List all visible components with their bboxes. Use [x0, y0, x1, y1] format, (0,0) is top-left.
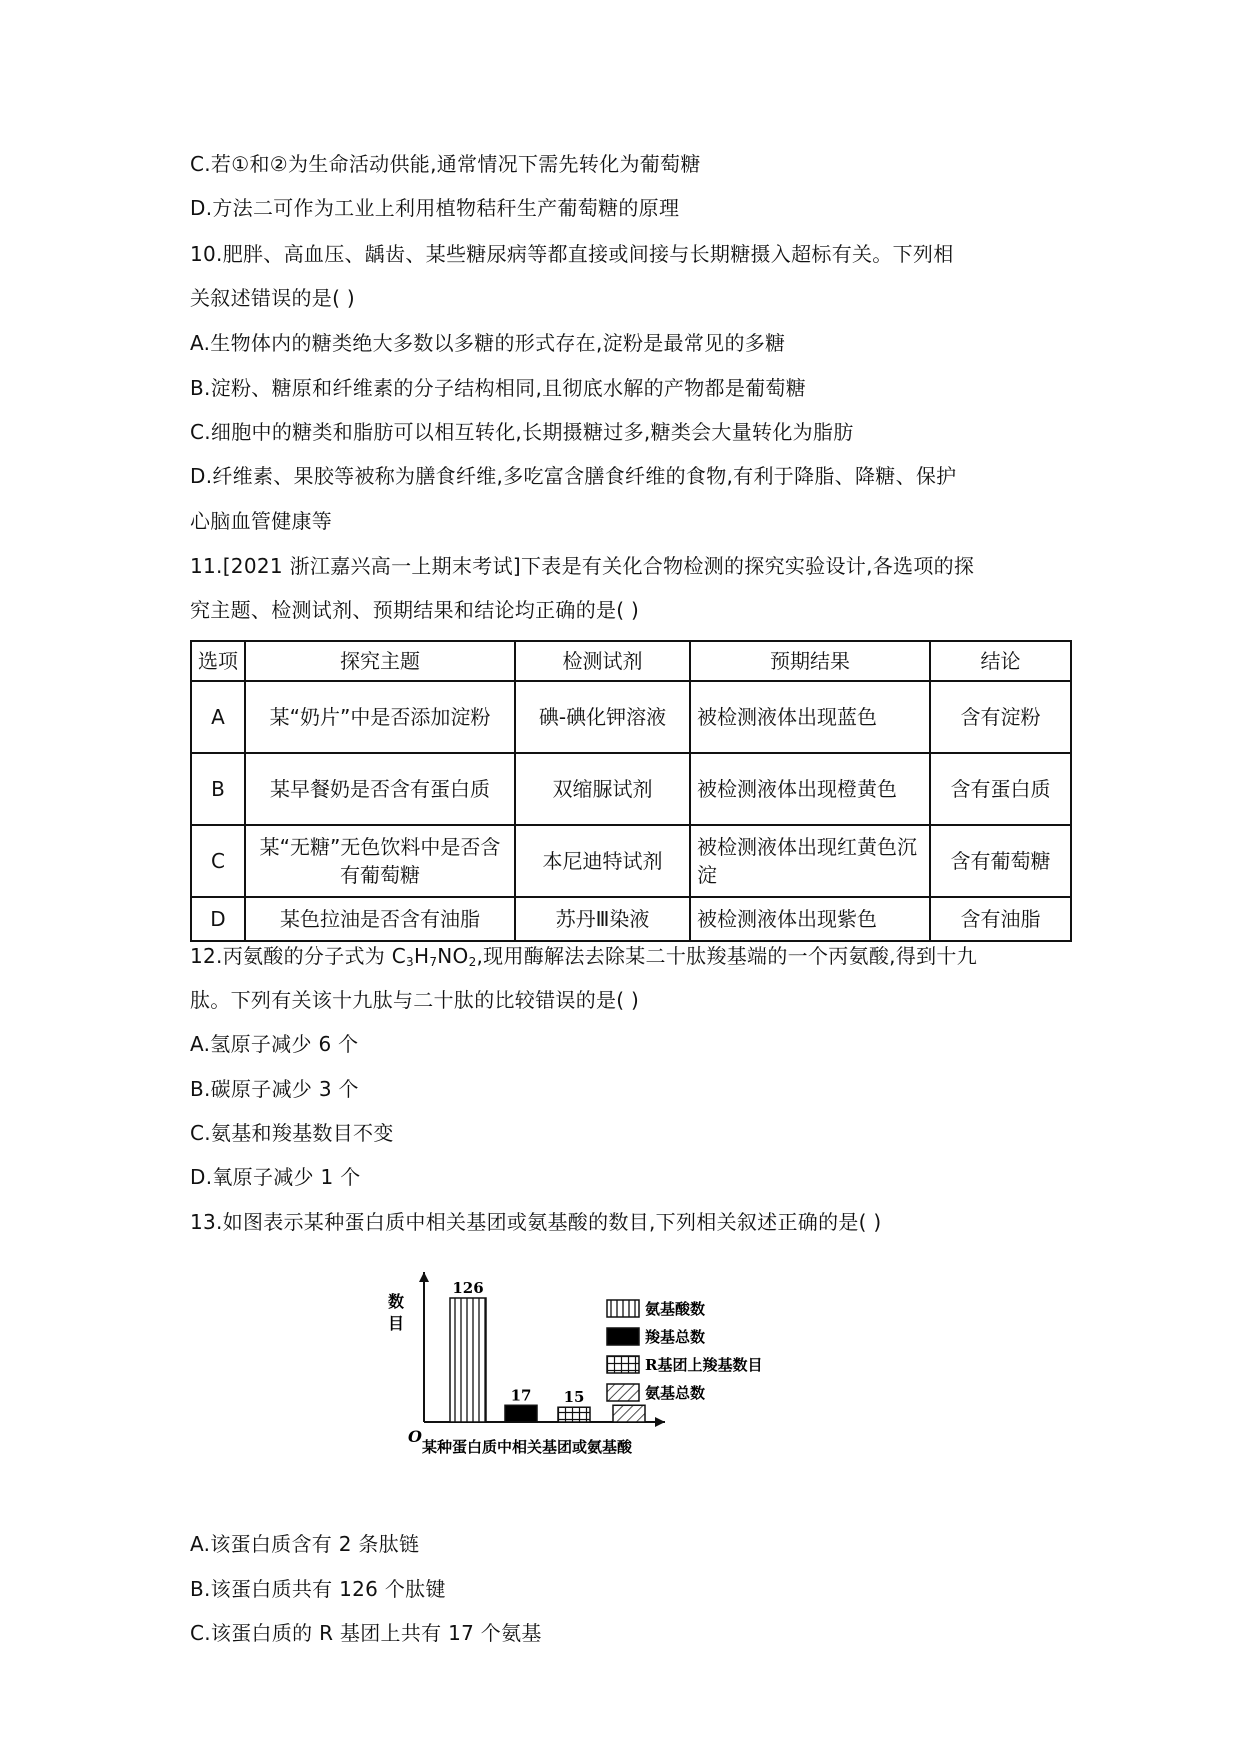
chart-legend	[607, 1300, 762, 1402]
q10-option-a: A.生物体内的糖类绝大多数以多糖的形式存在,淀粉是最常见的多糖	[190, 331, 786, 355]
table-cell-topic: 某“奶片”中是否添加淀粉	[245, 681, 515, 753]
legend-swatch	[607, 1328, 639, 1345]
table-cell-option: C	[191, 825, 245, 897]
q12-stem-line1	[190, 942, 977, 976]
table-header-row	[191, 641, 1071, 681]
q10-stem-line1: 10.肥胖、高血压、龋齿、某些糖尿病等都直接或间接与长期糖摄入超标有关。下列相	[190, 242, 954, 266]
q12-option-a: A.氢原子减少 6 个	[190, 1032, 359, 1056]
q11-stem-line2: 究主题、检测试剂、预期结果和结论均正确的是( )	[190, 598, 640, 622]
table-row	[191, 681, 1071, 753]
bar-chart-svg	[380, 1262, 860, 1472]
table-cell-conclusion: 含有蛋白质	[930, 753, 1071, 825]
q13-option-a: A.该蛋白质含有 2 条肽链	[190, 1532, 420, 1556]
q10-option-b: B.淀粉、糖原和纤维素的分子结构相同,且彻底水解的产物都是葡萄糖	[190, 376, 807, 400]
formula-subscript: 3	[406, 955, 414, 969]
legend-label: 氨基酸数	[645, 1300, 706, 1318]
bar	[505, 1405, 537, 1422]
legend-label: R基团上羧基数目	[645, 1356, 763, 1374]
legend-swatch	[607, 1384, 639, 1401]
table-cell-option: A	[191, 681, 245, 753]
q12-stem-line2: 肽。下列有关该十九肽与二十肽的比较错误的是( )	[190, 988, 640, 1012]
table-cell-result: 被检测液体出现橙黄色	[690, 753, 930, 825]
q11-table	[190, 640, 1072, 942]
q13-option-c: C.该蛋白质的 R 基团上共有 17 个氨基	[190, 1621, 542, 1645]
origin-label: O	[408, 1427, 422, 1446]
bar-value-label: 126	[452, 1279, 484, 1297]
bar	[450, 1298, 486, 1422]
table-cell-reagent: 苏丹Ⅲ染液	[515, 897, 690, 941]
table-row	[191, 897, 1071, 941]
q12-option-b: B.碳原子减少 3 个	[190, 1077, 359, 1101]
table-header-cell: 预期结果	[690, 641, 930, 681]
table-cell-conclusion: 含有葡萄糖	[930, 825, 1071, 897]
table-cell-topic: 某早餐奶是否含有蛋白质	[245, 753, 515, 825]
y-axis-label: 数	[387, 1292, 405, 1311]
formula-element: H	[413, 944, 430, 968]
table-cell-result: 被检测液体出现紫色	[690, 897, 930, 941]
table-cell-reagent: 本尼迪特试剂	[515, 825, 690, 897]
table-row	[191, 753, 1071, 825]
table-header-cell: 检测试剂	[515, 641, 690, 681]
table-cell-option: D	[191, 897, 245, 941]
x-axis-arrow	[655, 1417, 665, 1427]
table-header-cell: 探究主题	[245, 641, 515, 681]
bar-value-label: 15	[563, 1388, 585, 1407]
table-cell-reagent: 双缩脲试剂	[515, 753, 690, 825]
q12-option-c: C.氨基和羧基数目不变	[190, 1121, 394, 1145]
q12-option-d: D.氧原子减少 1 个	[190, 1165, 361, 1189]
table-header-cell: 结论	[930, 641, 1071, 681]
q10-option-c: C.细胞中的糖类和脂肪可以相互转化,长期摄糖过多,糖类会大量转化为脂肪	[190, 420, 854, 444]
table-cell-conclusion: 含有油脂	[930, 897, 1071, 941]
legend-swatch	[607, 1300, 639, 1317]
legend-label: 羧基总数	[645, 1328, 706, 1346]
bar	[613, 1405, 645, 1422]
x-axis-label: 某种蛋白质中相关基团或氨基酸	[422, 1438, 633, 1456]
legend-swatch	[607, 1356, 639, 1373]
bar-value-label: 17	[510, 1386, 532, 1405]
q11-stem-line1: 11.[2021 浙江嘉兴高一上期末考试]下表是有关化合物检测的探究实验设计,各选项的探	[190, 554, 975, 578]
bar	[558, 1407, 590, 1422]
table-cell-topic: 某色拉油是否含有油脂	[245, 897, 515, 941]
table-cell-result: 被检测液体出现蓝色	[690, 681, 930, 753]
formula-subscript: 2	[468, 955, 477, 969]
legend-label: 氨基总数	[645, 1384, 706, 1402]
table-row	[191, 825, 1071, 897]
q10-stem-line2: 关叙述错误的是( )	[190, 286, 355, 310]
q9-option-c: C.若①和②为生命活动供能,通常情况下需先转化为葡萄糖	[190, 152, 701, 176]
table-cell-conclusion: 含有淀粉	[930, 681, 1071, 753]
q9-option-d: D.方法二可作为工业上利用植物秸秆生产葡萄糖的原理	[190, 196, 680, 220]
table-header-cell: 选项	[191, 641, 245, 681]
q12-stem-pre: 12.丙氨酸的分子式为 C	[190, 944, 407, 968]
y-axis-label: 目	[387, 1314, 405, 1333]
q10-option-d-line1: D.纤维素、果胶等被称为膳食纤维,多吃富含膳食纤维的食物,有利于降脂、降糖、保护	[190, 464, 957, 488]
table-cell-option: B	[191, 753, 245, 825]
table-cell-reagent: 碘-碘化钾溶液	[515, 681, 690, 753]
q12-stem-post: ,现用酶解法去除某二十肽羧基端的一个丙氨酸,得到十九	[476, 944, 978, 968]
formula-element: NO	[437, 944, 469, 968]
q13-stem: 13.如图表示某种蛋白质中相关基团或氨基酸的数目,下列相关叙述正确的是( )	[190, 1210, 882, 1234]
formula-subscript: 7	[429, 955, 438, 969]
q13-option-b: B.该蛋白质共有 126 个肽键	[190, 1577, 446, 1601]
q10-option-d-line2: 心脑血管健康等	[190, 509, 333, 533]
q13-bar-chart	[380, 1262, 860, 1472]
table-cell-topic: 某“无糖”无色饮料中是否含有葡萄糖	[245, 825, 515, 897]
table-cell-result: 被检测液体出现红黄色沉淀	[690, 825, 930, 897]
y-axis-arrow	[419, 1272, 429, 1282]
